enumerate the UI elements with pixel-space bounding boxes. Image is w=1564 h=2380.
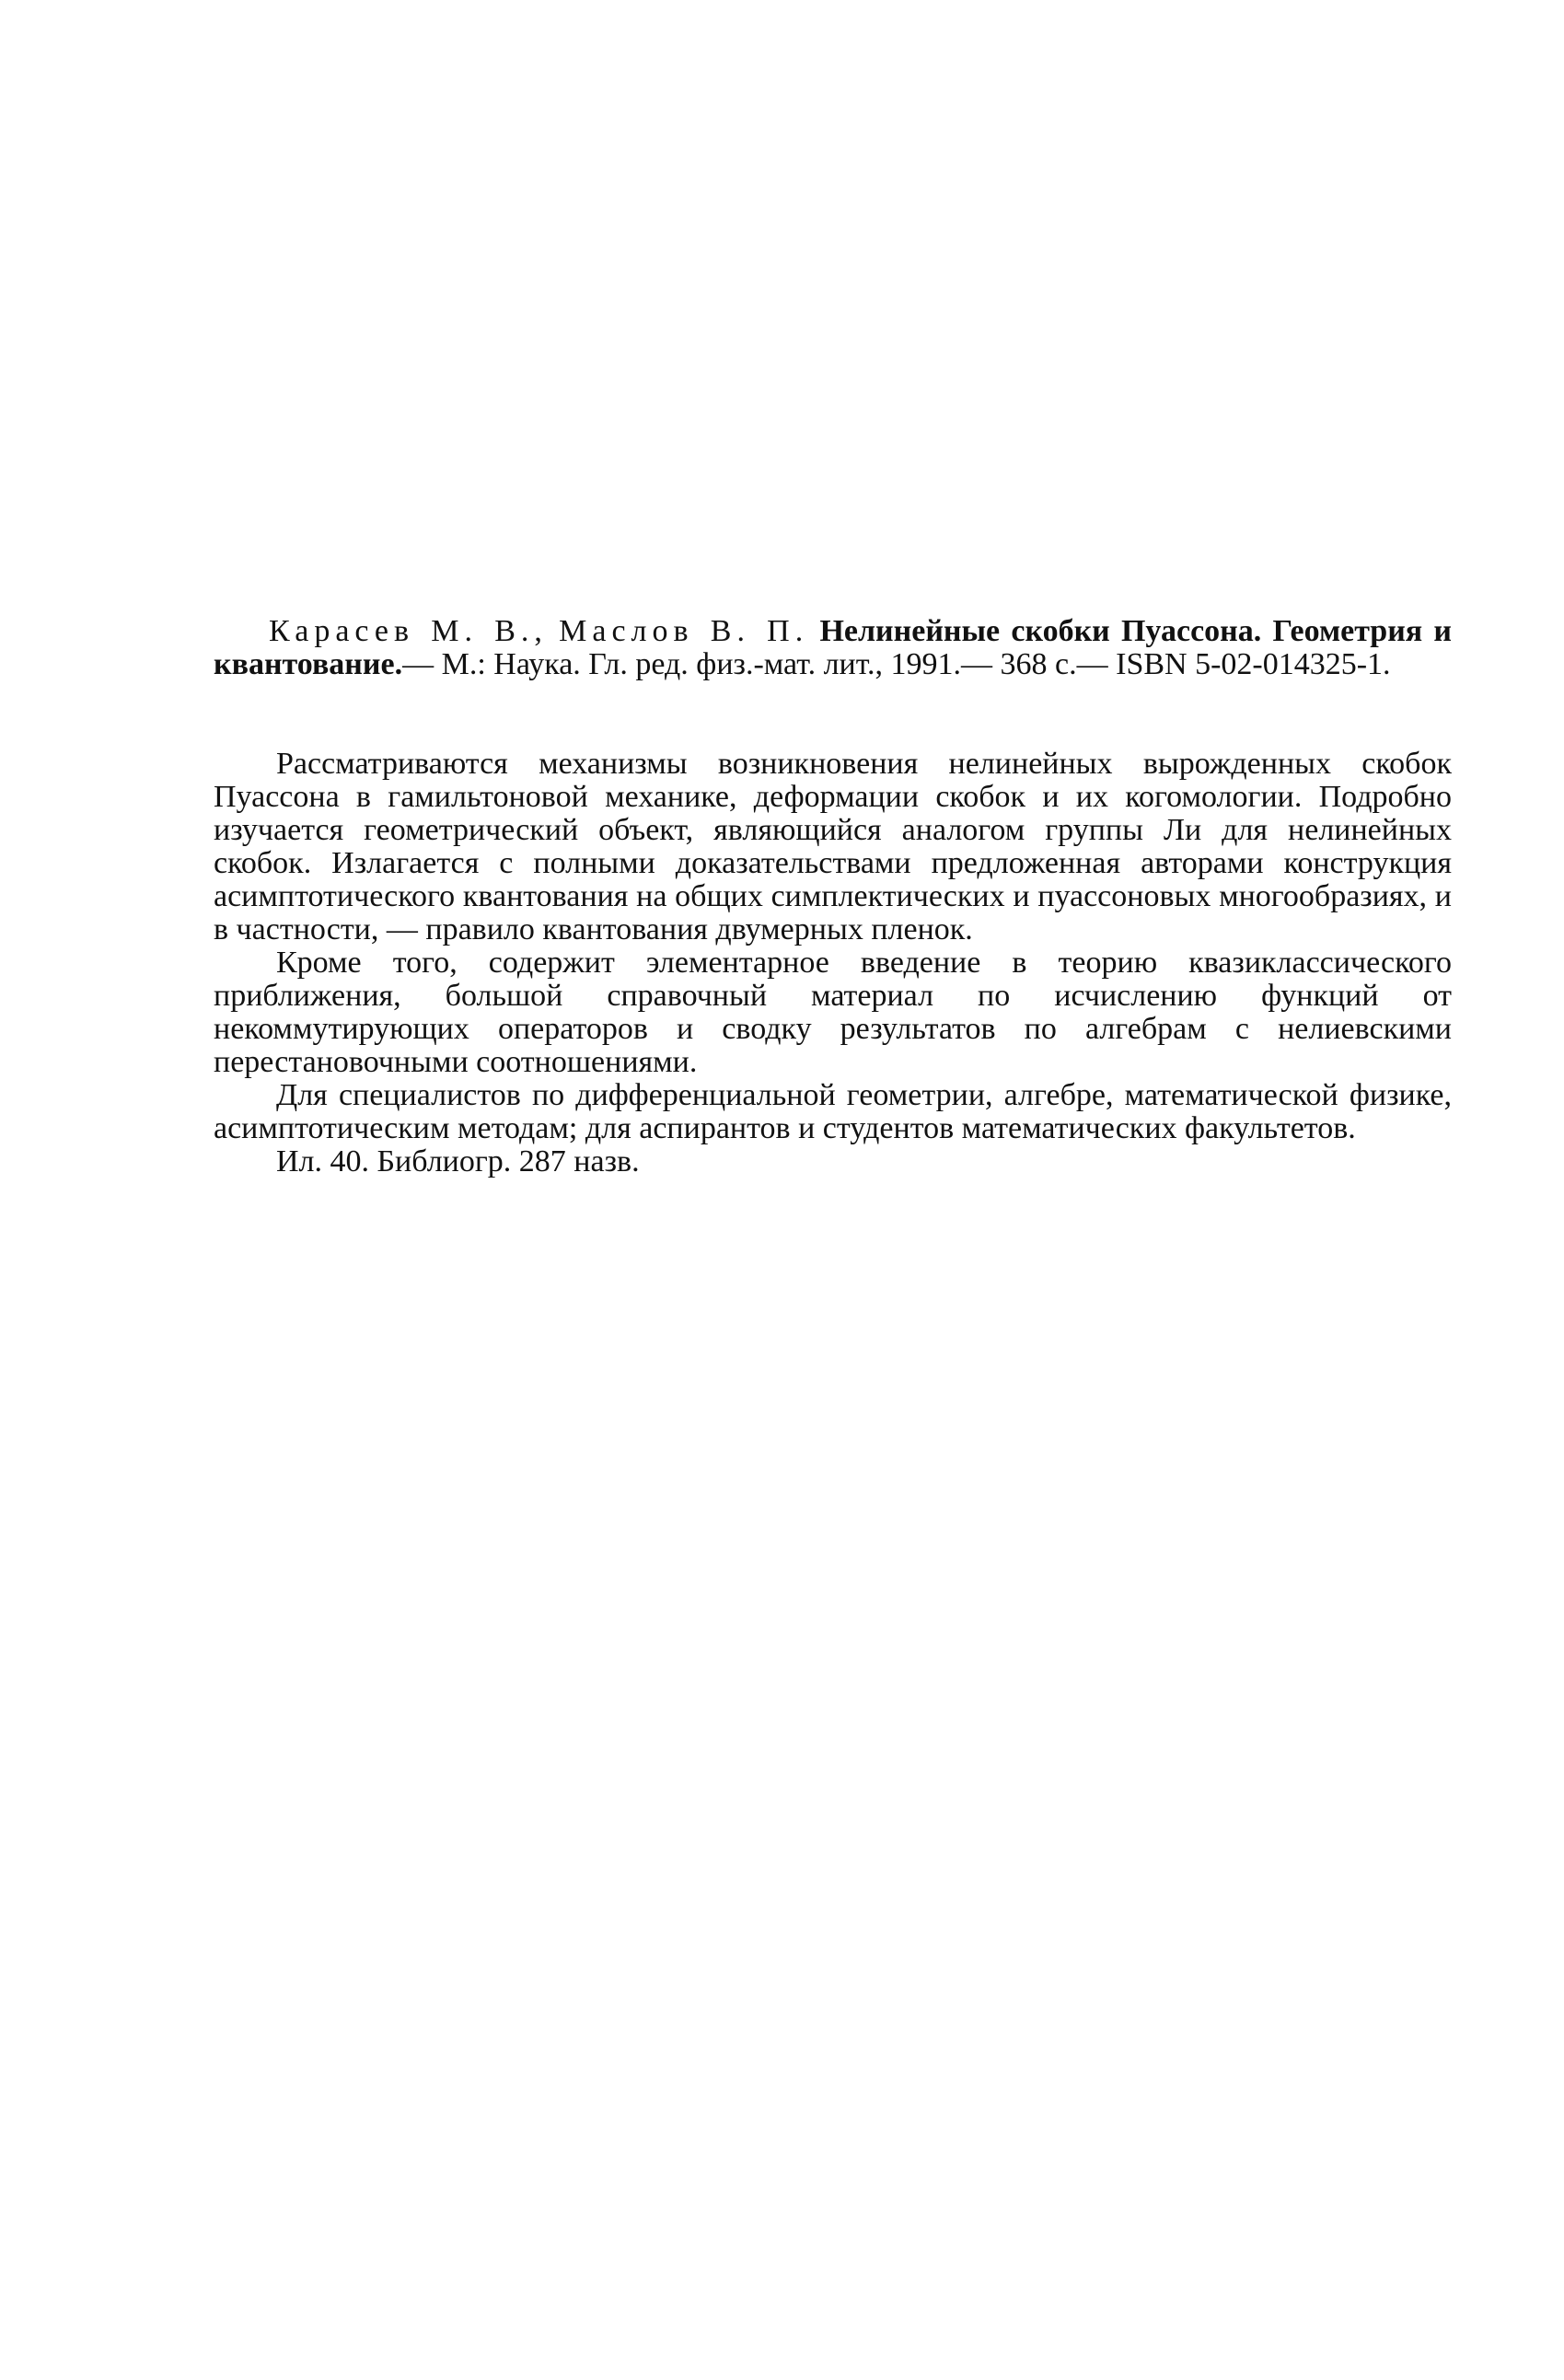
author-karasev: Карасев М. В., xyxy=(269,614,548,648)
illustration-bibliography-count: Ил. 40. Библиогр. 287 назв. xyxy=(276,1144,640,1178)
book-title: Нелинейные скобки Пуассона. Геометрия и квантование. xyxy=(214,614,1453,681)
annotation-paragraph: Для специалистов по дифференциальной геометрии, алгебре, математической физике, асимптотическим методам; для аспирантов и студентов математических факультетов. xyxy=(214,1078,1452,1145)
annotation-paragraph: Кроме того, содержит элементарное введение в теорию квазиклассического приближения, большой справочный материал по исчислению функций от некоммутирующих операторов и сводку результатов по алгебрам с нелиевскими перестановочными соотношениями. xyxy=(214,946,1452,1079)
annotation xyxy=(214,748,1452,1178)
annotation-paragraph: Рассматриваются механизмы возникновения нелинейных вырожденных скобок Пуассона в гамильтоновой механике, деформации скобок и их когомологии. Подробно изучается геометрический объект, являющийся аналогом группы Ли для нелинейных скобок. Излагается с полными доказательствами предложенная авторами конструкция асимптотического квантования на общих симплектических и пуассоновых многообразиях, и в частности, — правило квантования двумерных пленок. xyxy=(214,747,1452,946)
publication-imprint: — М.: Наука. Гл. ред. физ.-мат. лит., 1991.— 368 с.— ISBN 5-02-014325-1. xyxy=(402,647,1391,681)
bibliographic-entry xyxy=(214,615,1452,681)
bibliographic-record xyxy=(214,615,1452,681)
author-maslov: Маслов В. П. xyxy=(559,614,809,648)
